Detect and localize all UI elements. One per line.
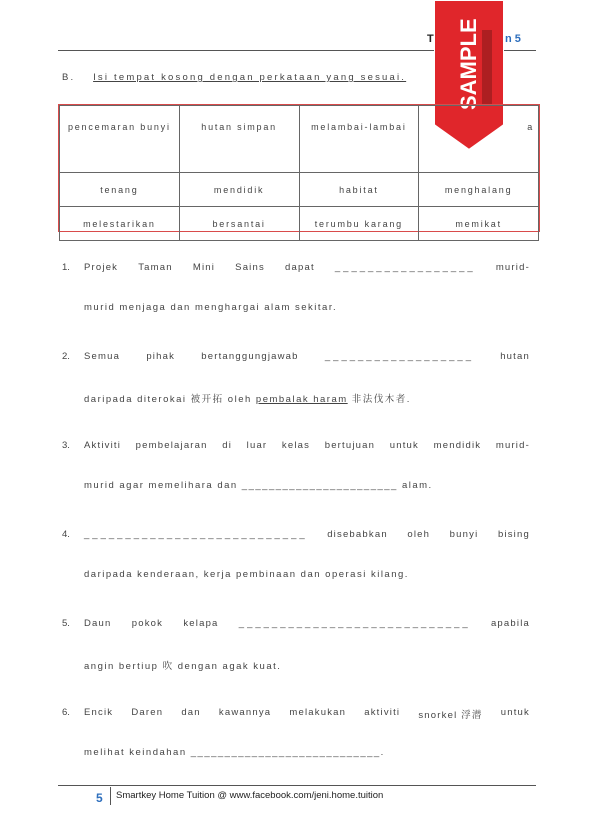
question-word: disebabkan — [327, 529, 388, 540]
question-word: luar — [246, 440, 268, 451]
question-word: kelapa — [183, 618, 219, 629]
answer-blank: _________________ — [334, 262, 476, 273]
question-text — [84, 529, 530, 540]
question-word: Daun — [84, 618, 112, 629]
question-word: Projek — [84, 262, 119, 273]
question-text-part: daripada diterokai 被开拓 oleh — [84, 394, 256, 405]
section-heading — [62, 72, 406, 83]
question-item — [62, 529, 530, 585]
question-word: mendidik — [433, 440, 482, 451]
question-item — [62, 707, 530, 763]
header-title-suffix: n 5 — [505, 33, 521, 45]
word-cell: bersantai — [179, 207, 299, 241]
answer-blank: ___________________________ — [84, 529, 308, 540]
footer-text: Smartkey Home Tuition @ www.facebook.com/jeni.home.tuition — [116, 790, 384, 801]
word-cell: terumbu karang — [299, 207, 419, 241]
word-cell: a — [419, 106, 539, 173]
question-word: bertanggungjawab — [201, 351, 299, 362]
question-continuation: murid menjaga dan menghargai alam sekitar. — [84, 302, 338, 313]
underlined-term: pembalak haram — [255, 394, 348, 405]
question-text-part: 非法伐木者. — [347, 394, 411, 405]
question-number: 3. — [62, 440, 70, 451]
question-word: Taman — [138, 262, 173, 273]
question-word: dapat — [285, 262, 315, 273]
question-word: murid- — [495, 440, 530, 451]
question-word: bising — [497, 529, 530, 540]
footer-rule — [58, 785, 536, 786]
word-cell: tenang — [60, 173, 180, 207]
question-continuation — [84, 391, 411, 405]
word-cell: hutan simpan — [179, 106, 299, 173]
question-word: Semua — [84, 351, 121, 362]
answer-blank: __________________ — [324, 351, 474, 362]
question-word: Daren — [131, 707, 164, 718]
section-instruction: Isi tempat kosong dengan perkataan yang sesuai. — [93, 72, 407, 83]
question-word: melakukan — [289, 707, 347, 718]
question-text — [84, 618, 530, 629]
question-text — [84, 351, 530, 362]
question-word: kawannya — [218, 707, 272, 718]
word-cell: melestarikan — [60, 207, 180, 241]
question-word: snorkel 浮潜 — [418, 710, 483, 721]
question-text — [84, 440, 530, 451]
question-item — [62, 262, 530, 318]
word-cell: habitat — [299, 173, 419, 207]
question-number: 6. — [62, 707, 70, 718]
question-number: 1. — [62, 262, 70, 273]
question-word: kelas — [281, 440, 311, 451]
question-word: apabila — [490, 618, 530, 629]
question-continuation: daripada kenderaan, kerja pembinaan dan operasi kilang. — [84, 569, 409, 580]
question-word: di — [222, 440, 233, 451]
question-number: 2. — [62, 351, 70, 362]
question-word: pokok — [131, 618, 164, 629]
section-label: B. — [62, 72, 76, 83]
question-number: 4. — [62, 529, 70, 540]
question-word: untuk — [500, 707, 530, 718]
question-word: pihak — [146, 351, 176, 362]
word-cell: memikat — [419, 207, 539, 241]
question-continuation: angin bertiup 吹 dengan agak kuat. — [84, 661, 282, 672]
question-word: bunyi — [449, 529, 479, 540]
word-bank-table — [58, 104, 540, 232]
question-item — [62, 440, 530, 496]
question-word: Sains — [235, 262, 265, 273]
question-continuation: melihat keindahan ____________________________. — [84, 747, 385, 758]
question-word: oleh — [407, 529, 431, 540]
question-item — [62, 351, 530, 407]
question-item — [62, 618, 530, 674]
question-word: Mini — [192, 262, 216, 273]
word-cell: mendidik — [179, 173, 299, 207]
word-cell: melambai-lambai — [299, 106, 419, 173]
question-word: Encik — [84, 707, 114, 718]
question-word: bertujuan — [324, 440, 376, 451]
question-word: pembelajaran — [135, 440, 208, 451]
word-cell: menghalang — [419, 173, 539, 207]
header-title-prefix: T — [427, 33, 434, 45]
footer-divider — [110, 787, 111, 805]
word-cell: pencemaran bunyi — [60, 106, 180, 173]
question-word: dan — [181, 707, 201, 718]
question-text — [84, 262, 530, 273]
question-word: hutan — [500, 351, 530, 362]
answer-blank: ____________________________ — [238, 618, 471, 629]
question-word: murid- — [495, 262, 530, 273]
question-continuation: murid agar memelihara dan _______________________ alam. — [84, 480, 433, 491]
question-text — [84, 707, 530, 721]
question-word: aktiviti — [364, 707, 401, 718]
question-number: 5. — [62, 618, 70, 629]
question-word: untuk — [389, 440, 419, 451]
page-number: 5 — [96, 791, 103, 805]
watermark-text: SAMPLE — [456, 18, 481, 110]
question-word: Aktiviti — [84, 440, 122, 451]
